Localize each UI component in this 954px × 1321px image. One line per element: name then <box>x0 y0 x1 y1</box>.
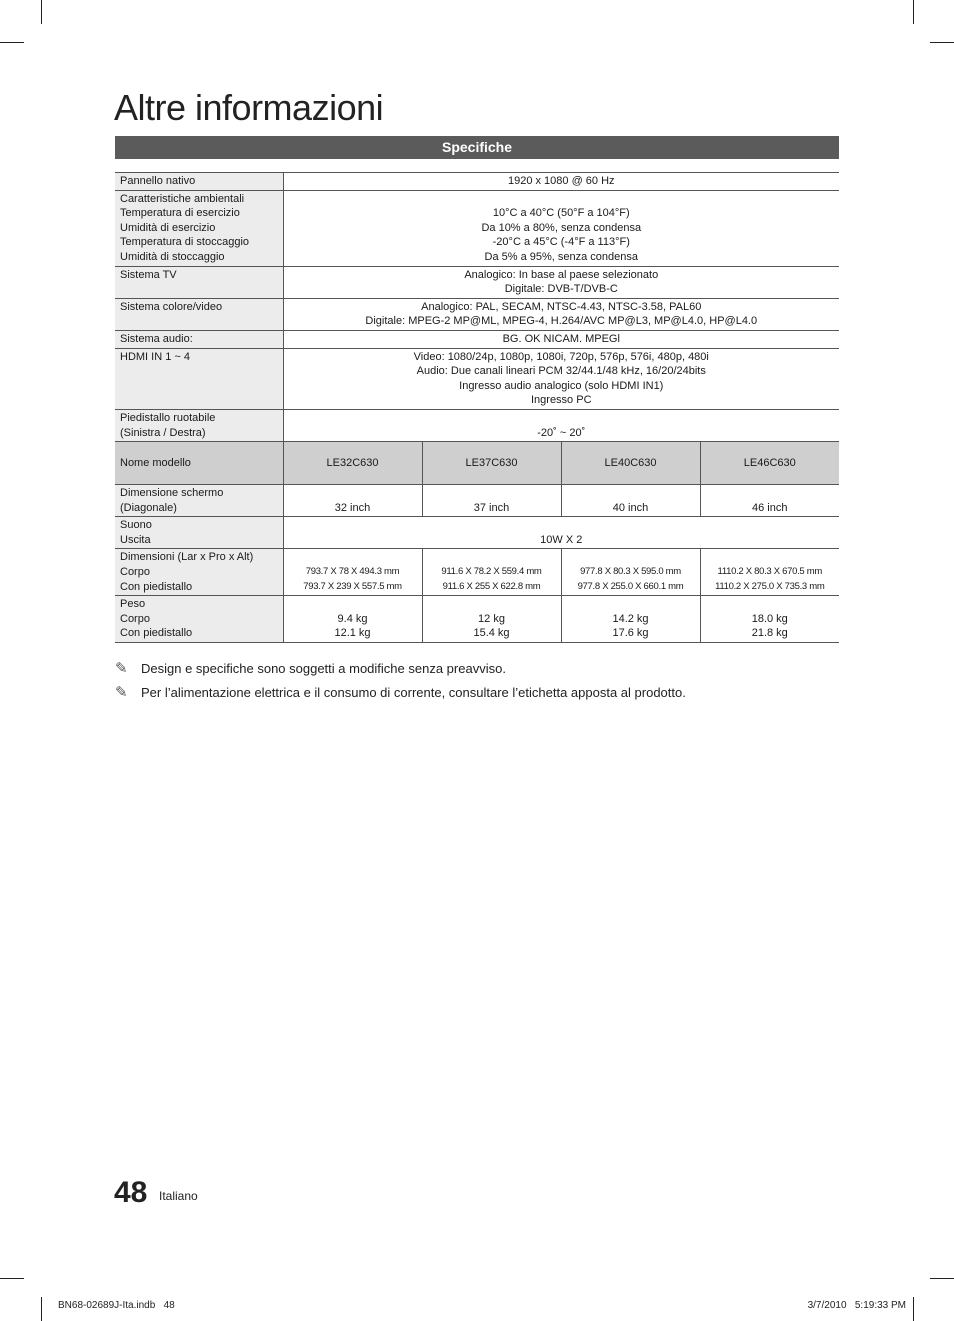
model-cell: LE32C630 <box>283 442 422 485</box>
value-cell: 40 inch <box>561 485 700 517</box>
row-label: Peso Corpo Con piedistallo <box>115 596 283 643</box>
table-row <box>115 409 839 441</box>
table-row <box>115 190 839 266</box>
row-label: Caratteristiche ambientali Temperatura di esercizio Umidità di esercizio Temperatura di stoccaggio Umidità di stoccaggio <box>115 190 283 266</box>
row-value: -20˚ ~ 20˚ <box>283 409 839 441</box>
row-label: Dimensione schermo (Diagonale) <box>115 485 283 517</box>
crop-mark <box>0 1278 24 1279</box>
print-timestamp: 3/7/2010 5:19:33 PM <box>807 1300 906 1311</box>
row-label: Sistema TV <box>115 266 283 298</box>
row-value: Analogico: In base al paese selezionato Digitale: DVB-T/DVB-C <box>283 266 839 298</box>
page-language: Italiano <box>159 1189 198 1203</box>
value-cell: 977.8 X 80.3 X 595.0 mm 977.8 X 255.0 X 660.1 mm <box>561 549 700 596</box>
note-text: Design e specifiche sono soggetti a modifiche senza preavviso. <box>141 660 506 676</box>
value-cell: 12 kg 15.4 kg <box>422 596 561 643</box>
table-row <box>115 348 839 409</box>
notes <box>115 656 686 704</box>
crop-mark <box>41 0 42 24</box>
table-row <box>115 549 839 596</box>
value-cell: 32 inch <box>283 485 422 517</box>
table-row <box>115 485 839 517</box>
table-row <box>115 298 839 330</box>
row-label: Pannello nativo <box>115 173 283 191</box>
value-cell: 793.7 X 78 X 494.3 mm 793.7 X 239 X 557.5 mm <box>283 549 422 596</box>
model-cell: LE37C630 <box>422 442 561 485</box>
row-label: Suono Uscita <box>115 517 283 549</box>
table-row <box>115 173 839 191</box>
value-cell: 46 inch <box>700 485 839 517</box>
table-row <box>115 442 839 485</box>
value-cell: 1110.2 X 80.3 X 670.5 mm 1110.2 X 275.0 X 735.3 mm <box>700 549 839 596</box>
pencil-note-icon: ✎ <box>115 684 128 701</box>
row-value: BG. OK NICAM. MPEGl <box>283 330 839 348</box>
pencil-note-icon: ✎ <box>115 660 128 677</box>
model-cell: LE40C630 <box>561 442 700 485</box>
row-label: Piedistallo ruotabile (Sinistra / Destra) <box>115 409 283 441</box>
value-cell: 37 inch <box>422 485 561 517</box>
crop-mark <box>41 1297 42 1321</box>
crop-mark <box>913 1297 914 1321</box>
table-row <box>115 596 839 643</box>
row-value: 10W X 2 <box>283 517 839 549</box>
row-value: Video: 1080/24p, 1080p, 1080i, 720p, 576p, 576i, 480p, 480i Audio: Due canali lineari PCM 32/44.1/48 kHz, 16/20/24bits Ingresso audio analogico (solo HDMI IN1) Ingresso PC <box>283 348 839 409</box>
crop-mark <box>930 1278 954 1279</box>
value-cell: 14.2 kg 17.6 kg <box>561 596 700 643</box>
note-text: Per l’alimentazione elettrica e il consumo di corrente, consultare l’etichetta apposta al prodotto. <box>141 684 686 700</box>
note-item <box>115 680 686 704</box>
crop-mark <box>930 42 954 43</box>
note-item <box>115 656 686 680</box>
section-header: Specifiche <box>115 136 839 159</box>
row-value: 1920 x 1080 @ 60 Hz <box>283 173 839 191</box>
model-cell: LE46C630 <box>700 442 839 485</box>
spec-table <box>115 172 839 643</box>
table-row <box>115 330 839 348</box>
row-value: Analogico: PAL, SECAM, NTSC-4.43, NTSC-3.58, PAL60 Digitale: MPEG-2 MP@ML, MPEG-4, H.264/AVC MP@L3, MP@L4.0, HP@L4.0 <box>283 298 839 330</box>
print-file-info: BN68-02689J-Ita.indb 48 <box>58 1300 175 1311</box>
page-number: 48 <box>114 1176 148 1209</box>
table-row <box>115 517 839 549</box>
crop-mark <box>0 42 24 43</box>
row-value: 10°C a 40°C (50°F a 104°F) Da 10% a 80%, senza condensa -20°C a 45°C (-4°F a 113°F) Da 5% a 95%, senza condensa <box>283 190 839 266</box>
row-label: Nome modello <box>115 442 283 485</box>
row-label: Sistema audio: <box>115 330 283 348</box>
row-label: Sistema colore/video <box>115 298 283 330</box>
crop-mark <box>913 0 914 24</box>
value-cell: 9.4 kg 12.1 kg <box>283 596 422 643</box>
value-cell: 18.0 kg 21.8 kg <box>700 596 839 643</box>
row-label: Dimensioni (Lar x Pro x Alt) Corpo Con piedistallo <box>115 549 283 596</box>
row-label: HDMI IN 1 ~ 4 <box>115 348 283 409</box>
table-row <box>115 266 839 298</box>
value-cell: 911.6 X 78.2 X 559.4 mm 911.6 X 255 X 622.8 mm <box>422 549 561 596</box>
page-title: Altre informazioni <box>114 87 384 128</box>
